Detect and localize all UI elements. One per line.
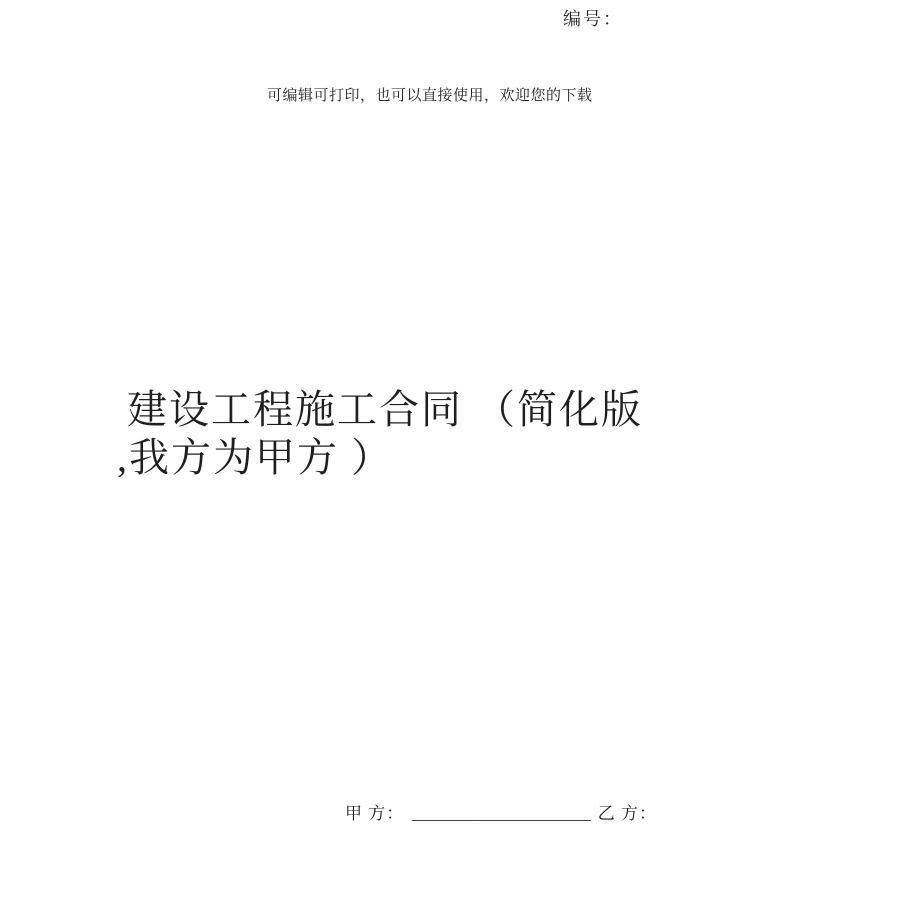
- signature-line: [345, 799, 657, 824]
- doc-number-label: 编号：: [563, 9, 623, 29]
- party-b-label: 乙 方：: [597, 804, 657, 823]
- party-a-label: 甲 方：: [345, 804, 405, 823]
- document-title: [117, 386, 643, 482]
- party-a-blank-line: _____________________: [412, 804, 591, 823]
- document-title-line-2: ,我方为甲方 ）: [117, 434, 393, 480]
- download-notice: 可编辑可打印，也可以直接使用，欢迎您的下载: [267, 88, 593, 104]
- document-title-line-1: 建设工程施工合同 （简化版: [127, 386, 643, 432]
